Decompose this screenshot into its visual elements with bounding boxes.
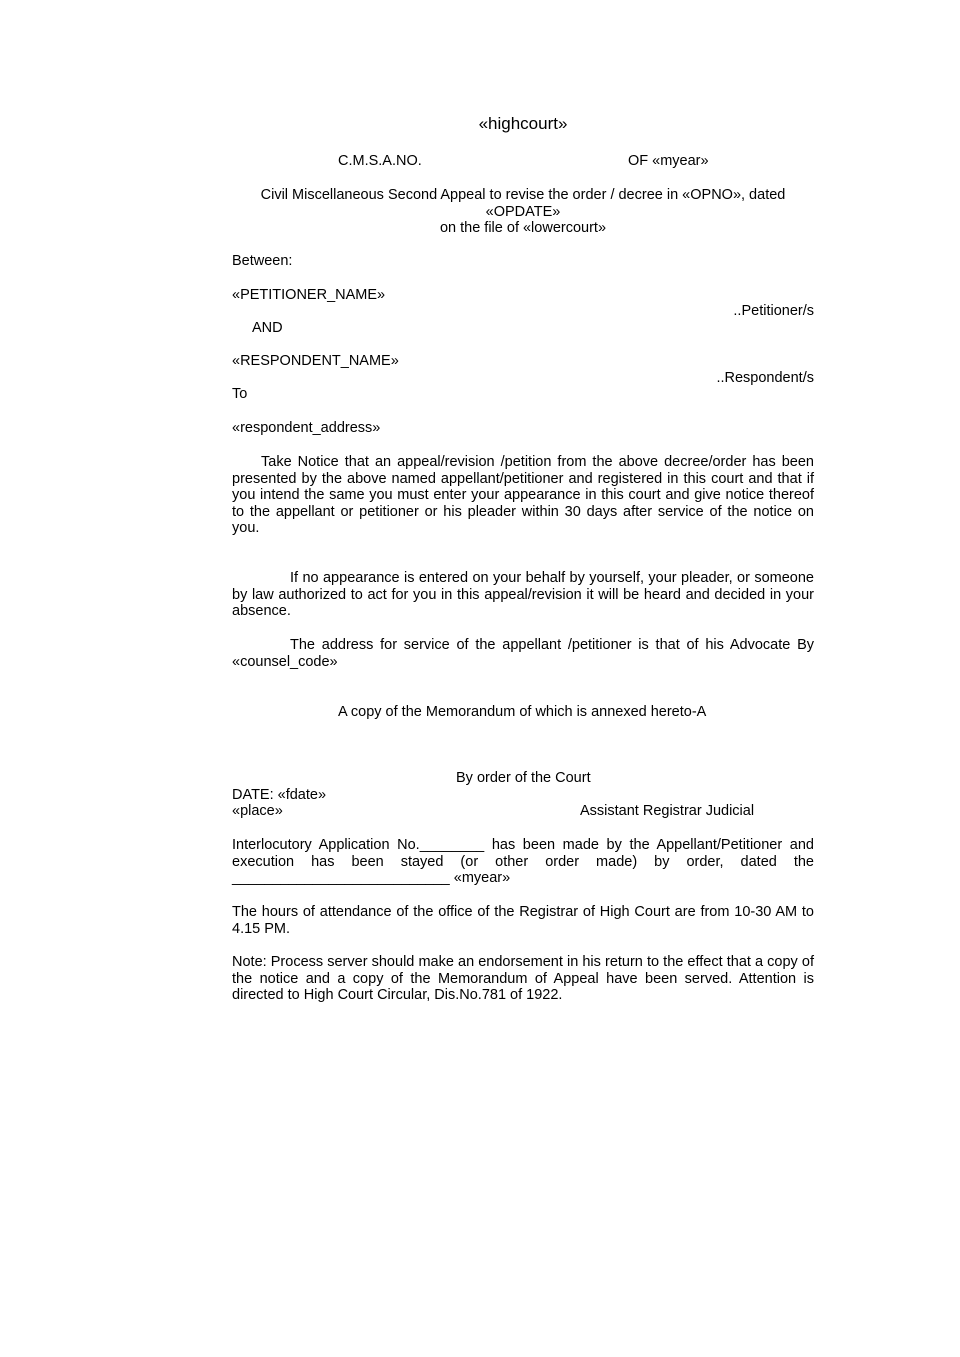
address-service-paragraph: The address for service of the appellant /petitioner is that of his Advocate By «counsel_code» [232, 637, 814, 670]
appeal-description [232, 187, 814, 237]
court-title: «highcourt» [478, 114, 568, 133]
petitioner-role: ..Petitioner/s [733, 303, 814, 319]
no-appearance-paragraph: If no appearance is entered on your behalf by yourself, your pleader, or someone by law authorized to act for you in this appeal/revision it will be heard and decided in your absence. [232, 570, 814, 620]
note-paragraph: Note: Process server should make an endorsement in his return to the effect that a copy of the notice and a copy of the Memorandum of Appeal have been served. Attention is directed to High Court Circular, Dis.No.781 of 1922. [232, 954, 814, 1004]
by-order-label: By order of the Court [456, 770, 591, 786]
date-field: DATE: «fdate» [232, 787, 327, 803]
memorandum-line: A copy of the Memorandum of which is annexed hereto-A [338, 704, 707, 720]
office-hours-paragraph: The hours of attendance of the office of the Registrar of High Court are from 10-30 AM to 4.15 PM. [232, 904, 814, 937]
respondent-address: «respondent_address» [232, 420, 381, 436]
appeal-line-3: on the file of «lowercourt» [439, 220, 607, 237]
respondent-name: «RESPONDENT_NAME» [232, 353, 399, 369]
case-year-label: OF «myear» [628, 153, 709, 169]
case-number-label: C.M.S.A.NO. [338, 153, 422, 169]
to-label: To [232, 386, 248, 402]
respondent-role: ..Respondent/s [716, 370, 814, 386]
and-label: AND [252, 320, 283, 336]
registrar-title: Assistant Registrar Judicial [580, 803, 755, 819]
appeal-line-2: «OPDATE» [485, 203, 561, 220]
place-field: «place» [232, 803, 283, 819]
petitioner-name: «PETITIONER_NAME» [232, 287, 386, 303]
notice-paragraph: Take Notice that an appeal/revision /petition from the above decree/order has been presented by the above named appellant/petitioner and registered in this court and that if you intend the same you must enter your appearance in this court and give notice thereof to the appellant or petitioner or his pleader within 30 days after service of the notice on you. [232, 454, 814, 537]
between-label: Between: [232, 253, 293, 269]
appeal-line-1: Civil Miscellaneous Second Appeal to revise the order / decree in «OPNO», dated [260, 187, 786, 203]
interlocutory-paragraph: Interlocutory Application No.________ has been made by the Appellant/Petitioner and execution has been stayed (or other order made) by order, dated the ___________________________ «myear» [232, 837, 814, 887]
